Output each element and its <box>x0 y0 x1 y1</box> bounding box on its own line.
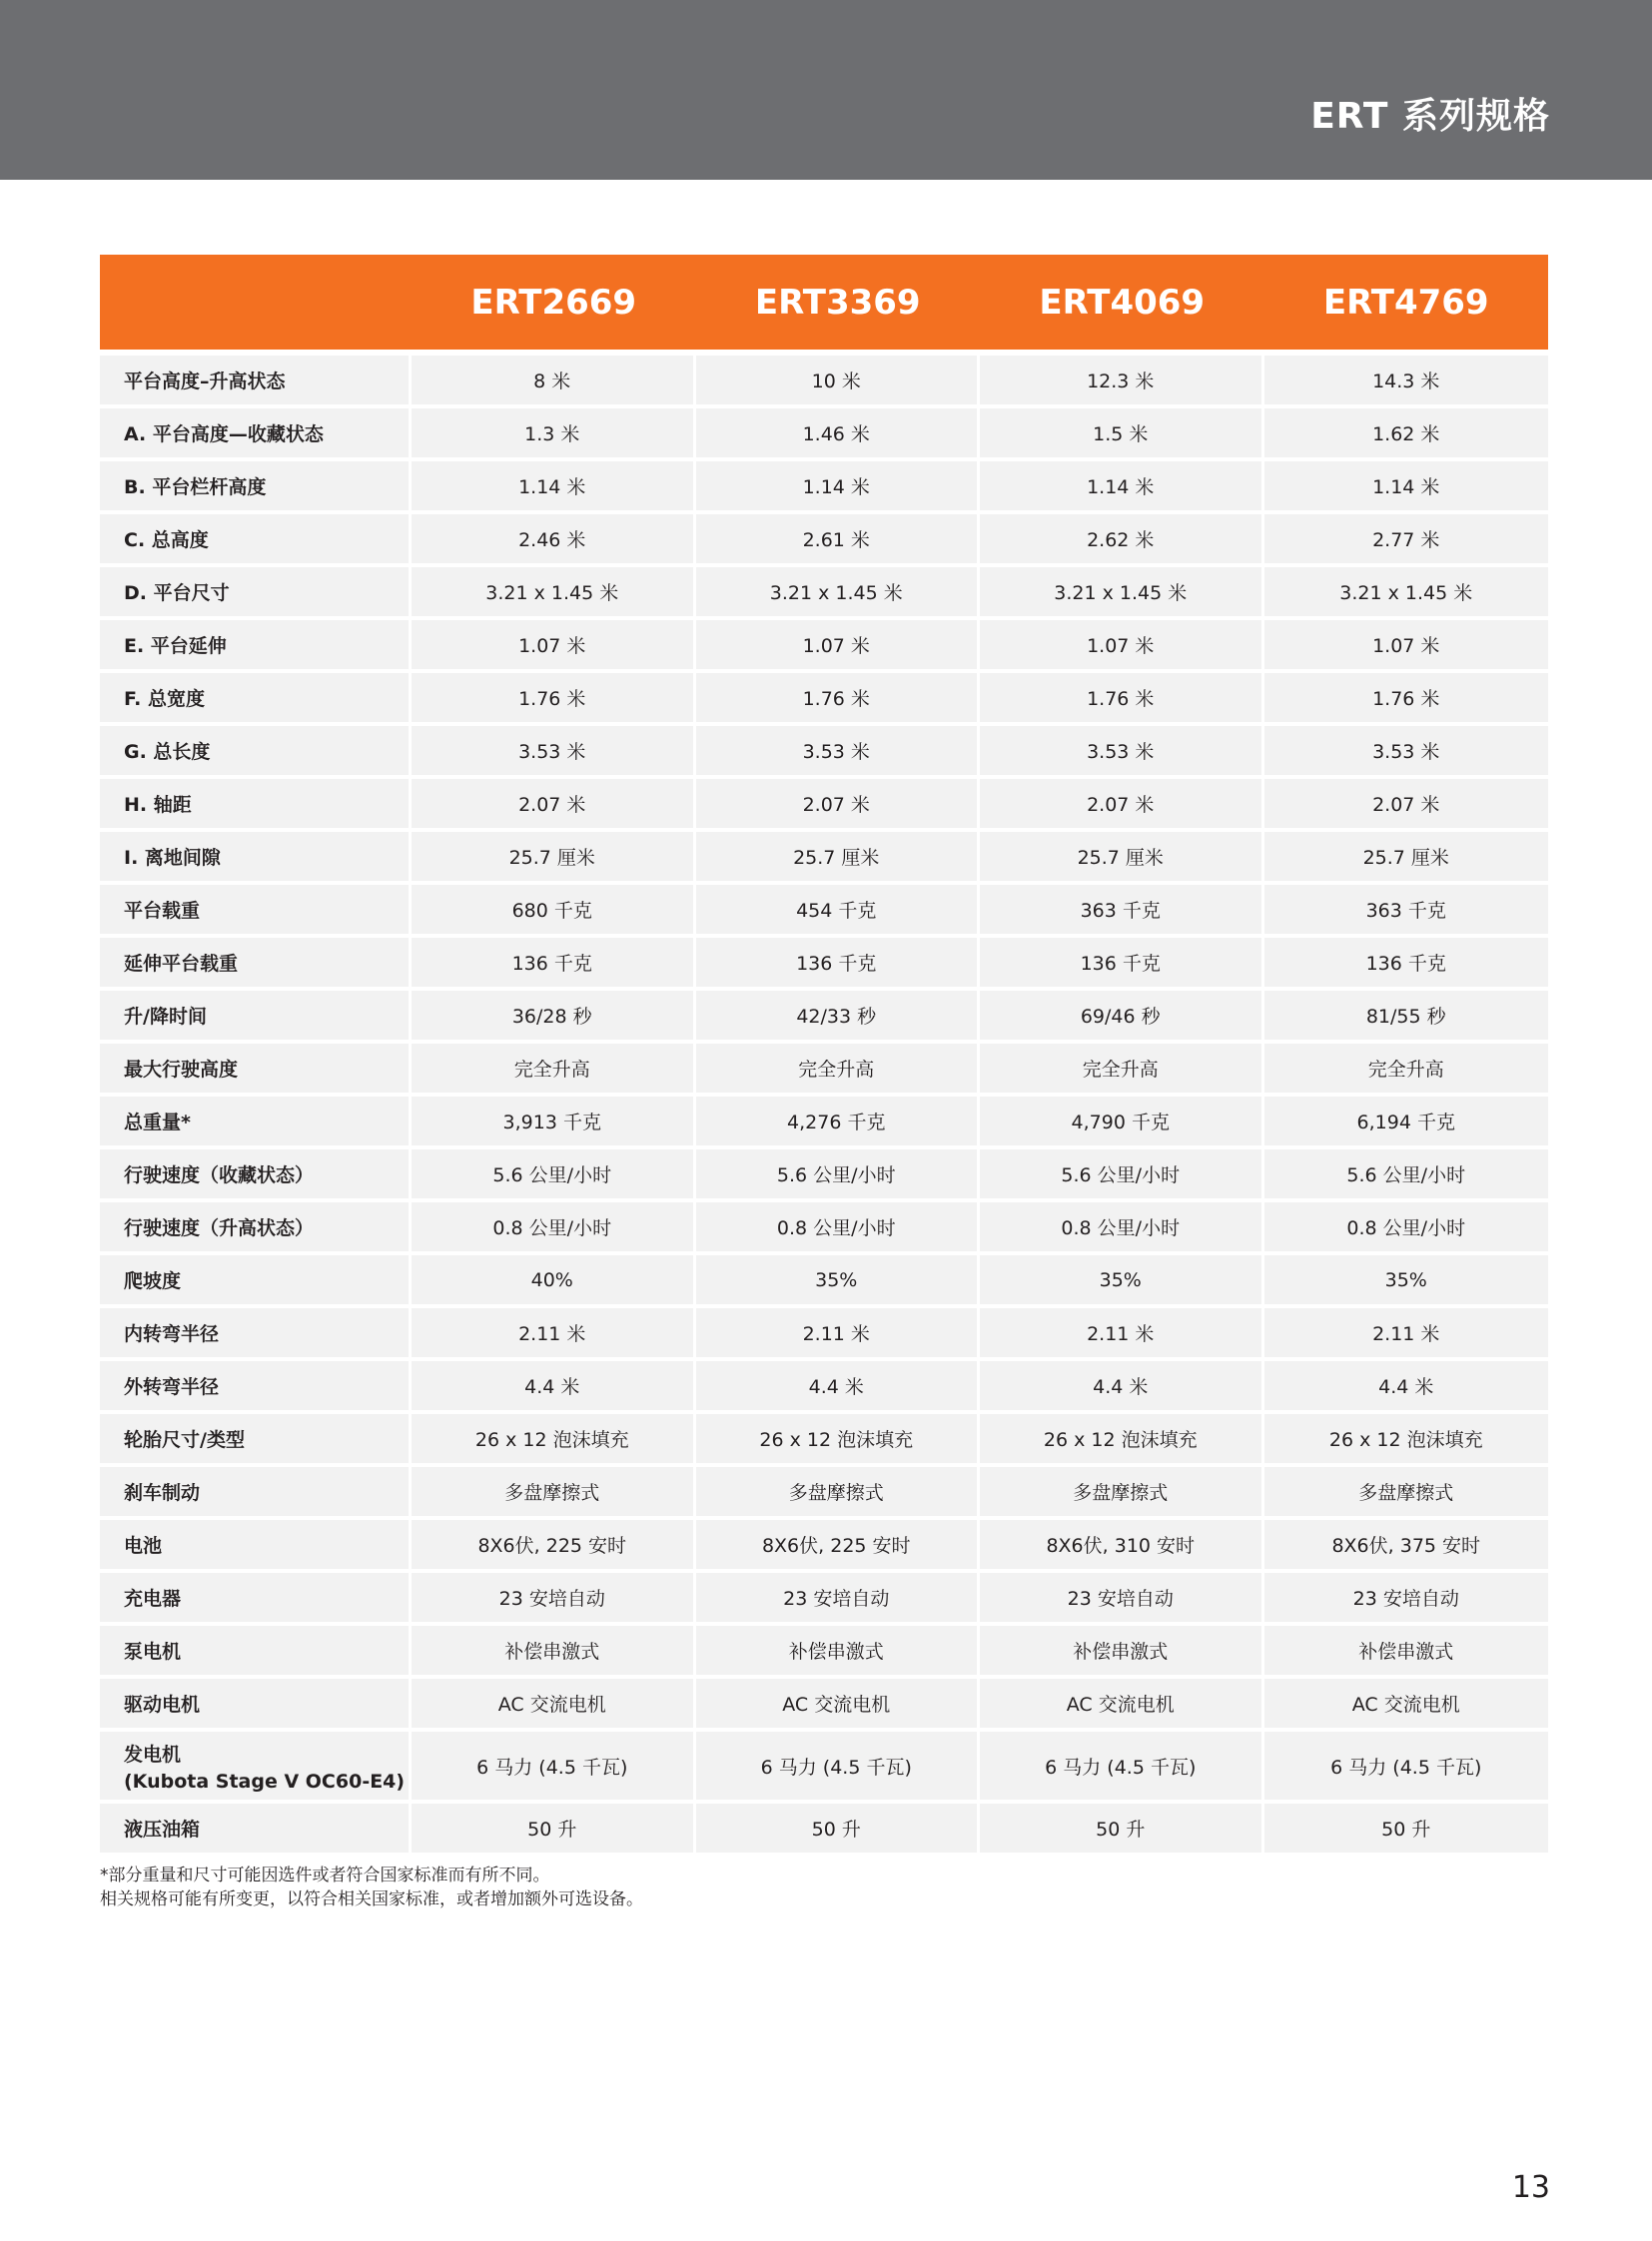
row-label-text: 总重量* <box>124 1112 191 1133</box>
table-cell: 2.07 米 <box>980 779 1264 832</box>
table-cell: 多盘摩擦式 <box>980 1467 1264 1520</box>
row-label-text: I. 离地间隙 <box>124 847 221 869</box>
header-cell-model: ERT2669 <box>412 255 696 356</box>
table-cell: AC 交流电机 <box>980 1679 1264 1732</box>
table-cell: 35% <box>980 1255 1264 1308</box>
footnote-line: 相关规格可能有所变更，以符合相关国家标准，或者增加额外可选设备。 <box>100 1889 643 1909</box>
table-cell: 3.53 米 <box>980 726 1264 779</box>
table-cell: 补偿串激式 <box>980 1626 1264 1679</box>
table-row <box>100 1626 1548 1679</box>
table-cell: 2.07 米 <box>1264 779 1549 832</box>
table-cell: 4.4 米 <box>412 1361 696 1414</box>
table-row <box>100 885 1548 938</box>
table-row <box>100 991 1548 1044</box>
table-cell: 0.8 公里/小时 <box>980 1202 1264 1255</box>
table-cell: 6 马力 (4.5 千瓦) <box>1264 1732 1549 1804</box>
table-cell: 3.21 x 1.45 米 <box>412 567 696 620</box>
table-row <box>100 567 1548 620</box>
table-cell: 1.07 米 <box>412 620 696 673</box>
row-label <box>100 356 412 408</box>
table-body <box>100 356 1548 1857</box>
top-banner <box>0 0 1652 180</box>
table-cell: 3.21 x 1.45 米 <box>980 567 1264 620</box>
table-cell: 23 安培自动 <box>412 1573 696 1626</box>
row-label-text: D. 平台尺寸 <box>124 582 230 604</box>
table-cell: 26 x 12 泡沫填充 <box>696 1414 981 1467</box>
table-row <box>100 408 1548 461</box>
table-cell: 2.11 米 <box>696 1308 981 1361</box>
row-label <box>100 620 412 673</box>
row-label <box>100 885 412 938</box>
table-cell: 454 千克 <box>696 885 981 938</box>
row-label-text: G. 总长度 <box>124 741 211 763</box>
table-cell: 25.7 厘米 <box>980 832 1264 885</box>
table-cell: 1.07 米 <box>980 620 1264 673</box>
table-cell: 50 升 <box>1264 1804 1549 1857</box>
table-row <box>100 1044 1548 1097</box>
table-cell: 40% <box>412 1255 696 1308</box>
table-cell: 25.7 厘米 <box>412 832 696 885</box>
row-label <box>100 1044 412 1097</box>
spec-table <box>100 255 1548 1857</box>
table-cell: 3.53 米 <box>1264 726 1549 779</box>
table-cell: 1.76 米 <box>1264 673 1549 726</box>
row-label <box>100 673 412 726</box>
row-label-text: 电池 <box>124 1535 163 1557</box>
table-row <box>100 1308 1548 1361</box>
table-row <box>100 1255 1548 1308</box>
header-cell-model: ERT3369 <box>696 255 981 356</box>
header-cell-blank <box>100 255 412 356</box>
table-cell: 25.7 厘米 <box>1264 832 1549 885</box>
table-cell: 8X6伏, 310 安时 <box>980 1520 1264 1573</box>
row-label-text: H. 轴距 <box>124 794 192 816</box>
header-cell-model: ERT4769 <box>1264 255 1549 356</box>
table-cell: 23 安培自动 <box>980 1573 1264 1626</box>
row-label-text: C. 总高度 <box>124 529 209 551</box>
table-cell: 完全升高 <box>980 1044 1264 1097</box>
table-cell: 2.11 米 <box>412 1308 696 1361</box>
table-cell: 4.4 米 <box>980 1361 1264 1414</box>
row-label <box>100 1520 412 1573</box>
table-cell: 多盘摩擦式 <box>1264 1467 1549 1520</box>
table-cell: 2.07 米 <box>696 779 981 832</box>
table-row <box>100 1149 1548 1202</box>
table-cell: 1.14 米 <box>412 461 696 514</box>
row-label <box>100 1149 412 1202</box>
row-label <box>100 726 412 779</box>
table-cell: 50 升 <box>412 1804 696 1857</box>
row-label <box>100 1361 412 1414</box>
table-row <box>100 726 1548 779</box>
row-label-text: 外转弯半径 <box>124 1376 220 1398</box>
table-row <box>100 514 1548 567</box>
row-label <box>100 1679 412 1732</box>
row-label-text: 内转弯半径 <box>124 1323 220 1345</box>
table-cell: 4.4 米 <box>696 1361 981 1414</box>
table-cell: 2.62 米 <box>980 514 1264 567</box>
table-cell: 0.8 公里/小时 <box>696 1202 981 1255</box>
table-cell: 23 安培自动 <box>1264 1573 1549 1626</box>
table-cell: 完全升高 <box>1264 1044 1549 1097</box>
row-label <box>100 1414 412 1467</box>
table-row <box>100 1097 1548 1149</box>
table-cell: 0.8 公里/小时 <box>1264 1202 1549 1255</box>
table-cell: 2.11 米 <box>1264 1308 1549 1361</box>
row-label-text: 驱动电机 <box>124 1694 201 1716</box>
row-label <box>100 408 412 461</box>
table-cell: 26 x 12 泡沫填充 <box>412 1414 696 1467</box>
table-cell: 8X6伏, 225 安时 <box>696 1520 981 1573</box>
table-cell: 2.07 米 <box>412 779 696 832</box>
row-label-text: 最大行驶高度 <box>124 1059 239 1081</box>
table-cell: 1.14 米 <box>696 461 981 514</box>
table-row <box>100 1414 1548 1467</box>
table-cell: 81/55 秒 <box>1264 991 1549 1044</box>
table-row <box>100 461 1548 514</box>
table-cell: 1.46 米 <box>696 408 981 461</box>
table-cell: 多盘摩擦式 <box>696 1467 981 1520</box>
table-cell: 6 马力 (4.5 千瓦) <box>412 1732 696 1804</box>
table-cell: 2.11 米 <box>980 1308 1264 1361</box>
table-cell: 26 x 12 泡沫填充 <box>1264 1414 1549 1467</box>
row-label-text: 平台高度–升高状态 <box>124 371 286 392</box>
table-cell: 136 千克 <box>1264 938 1549 991</box>
table-cell: 完全升高 <box>696 1044 981 1097</box>
row-label-text: 行驶速度（收藏状态） <box>124 1164 315 1186</box>
table-header-row <box>100 255 1548 356</box>
table-cell: 6,194 千克 <box>1264 1097 1549 1149</box>
row-label-text: 刹车制动 <box>124 1482 201 1504</box>
table-cell: 2.61 米 <box>696 514 981 567</box>
table-cell: 8X6伏, 375 安时 <box>1264 1520 1549 1573</box>
table-cell: 1.14 米 <box>980 461 1264 514</box>
table-cell: 136 千克 <box>412 938 696 991</box>
table-cell: 8 米 <box>412 356 696 408</box>
table-cell: 1.3 米 <box>412 408 696 461</box>
table-cell: 补偿串激式 <box>696 1626 981 1679</box>
table-cell: 3.53 米 <box>412 726 696 779</box>
table-cell: 0.8 公里/小时 <box>412 1202 696 1255</box>
table-cell: 12.3 米 <box>980 356 1264 408</box>
table-cell: 补偿串激式 <box>1264 1626 1549 1679</box>
table-cell: 多盘摩擦式 <box>412 1467 696 1520</box>
table-cell: 1.76 米 <box>980 673 1264 726</box>
table-cell: AC 交流电机 <box>1264 1679 1549 1732</box>
table-cell: 4,790 千克 <box>980 1097 1264 1149</box>
row-label <box>100 514 412 567</box>
row-label <box>100 461 412 514</box>
table-cell: 36/28 秒 <box>412 991 696 1044</box>
row-label-text: 行驶速度（升高状态） <box>124 1217 315 1239</box>
table-row <box>100 1467 1548 1520</box>
table-cell: 363 千克 <box>1264 885 1549 938</box>
row-label <box>100 1467 412 1520</box>
row-label <box>100 1804 412 1857</box>
table-cell: 5.6 公里/小时 <box>980 1149 1264 1202</box>
table-cell: 补偿串激式 <box>412 1626 696 1679</box>
table-row <box>100 620 1548 673</box>
table-cell: 1.5 米 <box>980 408 1264 461</box>
table-cell: 5.6 公里/小时 <box>412 1149 696 1202</box>
table-cell: 4,276 千克 <box>696 1097 981 1149</box>
row-label-text: 发电机 <box>124 1743 182 1766</box>
table-cell: 69/46 秒 <box>980 991 1264 1044</box>
table-cell: 3.21 x 1.45 米 <box>1264 567 1549 620</box>
row-label <box>100 1573 412 1626</box>
table-cell: 2.46 米 <box>412 514 696 567</box>
table-cell: AC 交流电机 <box>412 1679 696 1732</box>
row-label-text: 液压油箱 <box>124 1819 201 1841</box>
row-label-text: 平台载重 <box>124 900 201 922</box>
footnote-line: *部分重量和尺寸可能因选件或者符合国家标准而有所不同。 <box>100 1866 550 1885</box>
table-cell: 14.3 米 <box>1264 356 1549 408</box>
table-cell: 完全升高 <box>412 1044 696 1097</box>
row-label-text: B. 平台栏杆高度 <box>124 476 267 498</box>
table-cell: 363 千克 <box>980 885 1264 938</box>
table-cell: 1.14 米 <box>1264 461 1549 514</box>
table-row <box>100 673 1548 726</box>
row-label-text: F. 总宽度 <box>124 688 206 710</box>
table-cell: 680 千克 <box>412 885 696 938</box>
table-row <box>100 1202 1548 1255</box>
table-cell: 8X6伏, 225 安时 <box>412 1520 696 1573</box>
table-cell: 2.77 米 <box>1264 514 1549 567</box>
table-cell: 35% <box>1264 1255 1549 1308</box>
row-label <box>100 1202 412 1255</box>
table-row <box>100 1573 1548 1626</box>
table-cell: 25.7 厘米 <box>696 832 981 885</box>
row-label-text: 充电器 <box>124 1588 182 1610</box>
row-label <box>100 1097 412 1149</box>
table-cell: 35% <box>696 1255 981 1308</box>
table-cell: 3.53 米 <box>696 726 981 779</box>
row-label-text: 延伸平台载重 <box>124 953 239 975</box>
table-cell: 136 千克 <box>980 938 1264 991</box>
table-cell: 1.07 米 <box>1264 620 1549 673</box>
row-label <box>100 1732 412 1804</box>
table-row <box>100 356 1548 408</box>
table-cell: AC 交流电机 <box>696 1679 981 1732</box>
page-title: ERT 系列规格 <box>1310 96 1550 137</box>
table-cell: 23 安培自动 <box>696 1573 981 1626</box>
footnotes <box>100 1864 643 1911</box>
table-row <box>100 1732 1548 1804</box>
row-label <box>100 1308 412 1361</box>
table-row <box>100 779 1548 832</box>
table-cell: 5.6 公里/小时 <box>1264 1149 1549 1202</box>
table-row <box>100 1361 1548 1414</box>
page-number: 13 <box>1511 2170 1550 2205</box>
row-sublabel-text: (Kubota Stage V OC60-E4) <box>124 1770 406 1793</box>
table-cell: 26 x 12 泡沫填充 <box>980 1414 1264 1467</box>
table-cell: 3.21 x 1.45 米 <box>696 567 981 620</box>
table-cell: 3,913 千克 <box>412 1097 696 1149</box>
table-row <box>100 1520 1548 1573</box>
table-cell: 1.07 米 <box>696 620 981 673</box>
row-label <box>100 567 412 620</box>
row-label-text: 轮胎尺寸/类型 <box>124 1429 245 1451</box>
row-label <box>100 832 412 885</box>
row-label <box>100 779 412 832</box>
table-cell: 10 米 <box>696 356 981 408</box>
table-cell: 50 升 <box>696 1804 981 1857</box>
row-label-text: 升/降时间 <box>124 1006 207 1028</box>
table-cell: 1.76 米 <box>412 673 696 726</box>
table-row <box>100 938 1548 991</box>
table-cell: 1.76 米 <box>696 673 981 726</box>
row-label-text: 泵电机 <box>124 1641 182 1663</box>
table-row <box>100 1679 1548 1732</box>
table-cell: 6 马力 (4.5 千瓦) <box>696 1732 981 1804</box>
table-cell: 42/33 秒 <box>696 991 981 1044</box>
table-cell: 136 千克 <box>696 938 981 991</box>
table-cell: 4.4 米 <box>1264 1361 1549 1414</box>
row-label-text: E. 平台延伸 <box>124 635 227 657</box>
row-label-text: 爬坡度 <box>124 1270 182 1292</box>
table-cell: 6 马力 (4.5 千瓦) <box>980 1732 1264 1804</box>
row-label <box>100 938 412 991</box>
row-label <box>100 1626 412 1679</box>
table-row <box>100 832 1548 885</box>
table-cell: 5.6 公里/小时 <box>696 1149 981 1202</box>
table-cell: 1.62 米 <box>1264 408 1549 461</box>
table-cell: 50 升 <box>980 1804 1264 1857</box>
table-row <box>100 1804 1548 1857</box>
row-label-text: A. 平台高度—收藏状态 <box>124 423 324 445</box>
row-label <box>100 1255 412 1308</box>
row-label <box>100 991 412 1044</box>
header-cell-model: ERT4069 <box>980 255 1264 356</box>
